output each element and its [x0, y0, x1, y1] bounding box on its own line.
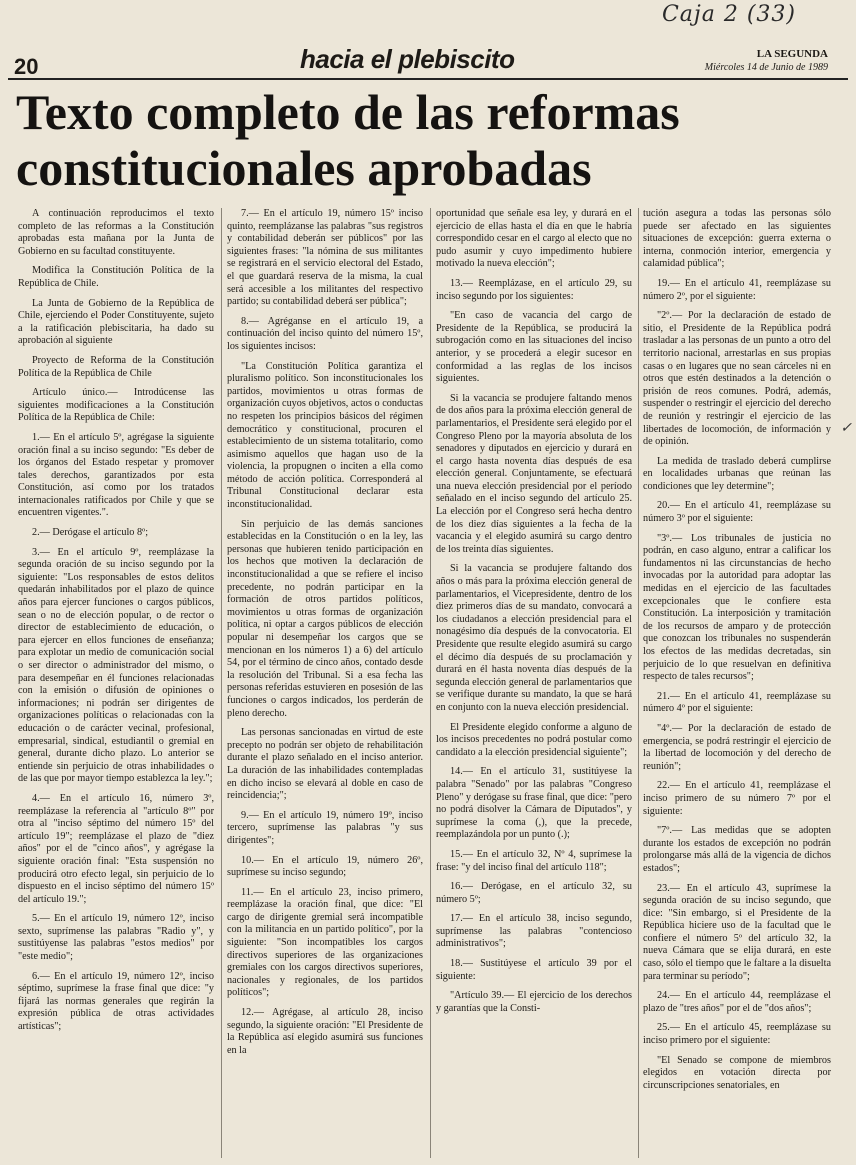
- col2-paragraph: "La Constitución Política garantiza el pluralismo político. Son inconstitucionales los partidos, movimientos u otras formas de organización cuyos objetivos, actos o conductas no respeten los principios básicos del régimen democrático y constitucional, procuren el establecimiento de un sistema totalitario, como asimismo aquellos que hagan uso de la violencia, la propugnen o inciten a ella como método de acción política. Corresponderá al Tribunal Constitucional declarar esta inconstitucionalidad.: [227, 360, 423, 511]
- col2-paragraph: 11.— En el artículo 23, inciso primero, reemplázase la oración final, que dice: "El cargo de dirigente gremial será incompatible con la militancia en un partido político", por la siguiente: "Son incompatibles los cargos directivos superiores de las organizaciones gremiales con los cargos directivos superiores, nacionales y regionales, de los partidos políticos";: [227, 886, 423, 999]
- column-3: [436, 208, 632, 1158]
- col4-paragraph: 20.— En el artículo 41, reemplázase su número 3º por el siguiente:: [643, 500, 831, 525]
- column-4: [643, 208, 831, 1158]
- col3-paragraph: oportunidad que señale esa ley, y durará en el ejercicio de ellas hasta el día en que le habría correspondido cesar en el cargo al electo que no pudo asumir y cuyo impedimento hubiere motivado la nueva elección";: [436, 208, 632, 270]
- column-1: [18, 208, 214, 1158]
- col4-paragraph: La medida de traslado deberá cumplirse en localidades urbanas que reúnan las condiciones que ley determine";: [643, 455, 831, 492]
- col4-paragraph: "7º.— Las medidas que se adopten durante los estados de excepción no podrán prolongarse más allá de la vigencia de dichos estados";: [643, 825, 831, 874]
- col4-paragraph: 24.— En el artículo 44, reemplázase el plazo de "tres años" por el de "dos años";: [643, 990, 831, 1014]
- col1-paragraph: 4.— En el artículo 16, número 3º, reemplázase la referencia al "artículo 8º" por otra al "inciso séptimo del número 15º del artículo 19"; reemplázase el plazo de "diez años" por el de "cinco años", y agrégase la siguiente oración final: "Esta suspensión no producirá otro efecto legal, sin perjuicio de lo dispuesto en el inciso séptimo del número 15º del artículo 19.";: [18, 792, 214, 905]
- col3-paragraph: 15.— En el artículo 32, Nº 4, suprímese la frase: "y del inciso final del artículo 118";: [436, 848, 632, 873]
- col3-paragraph: El Presidente elegido conforme a alguno de los incisos precedentes no podrá postular como candidato a la elección presidencial siguiente";: [436, 721, 632, 758]
- article-headline: [16, 84, 836, 196]
- col2-paragraph: Sin perjuicio de las demás sanciones establecidas en la Constitución o en la ley, las personas que hubieren tenido participación en los hechos que motiven la declaración de inconstitucionalidad a que se refiere el inciso precedente, no podrán participar en la formación de otros partidos políticos, movimientos u otras formas de organización política, ni optar a cargos públicos de elección popular ni desempeñar los cargos que se mencionan en los números 1) a 6) del artículo 54, por el término de cinco años, contado desde la resolución del Tribunal. Si a esa fecha las personas referidas estuvieren en posesión de las funciones o cargos indicados, los perderán de pleno derecho.: [227, 518, 423, 719]
- col1-paragraph: A continuación reproducimos el texto completo de las reformas a la Constitución aprobadas esta mañana por la Junta de Gobierno en su facultad constituyente.: [18, 208, 214, 257]
- col4-paragraph: "3º.— Los tribunales de justicia no podrán, en caso alguno, entrar a calificar los fundamentos ni las circunstancias de hecho invocadas por la autoridad para adoptar las medidas en el ejercicio de las facultades excepcionales que le confiere esta Constitución. La interposición y tramitación de los recursos de amparo y de protección que conozcan los tribunales no suspenderán los efectos de las medidas decretadas, sin perjuicio de lo que resuelvan en definitiva respecto de tales recursos";: [643, 532, 831, 683]
- col1-paragraph: 2.— Derógase el artículo 8º;: [32, 527, 149, 539]
- column-divider: [221, 208, 222, 1158]
- headline-line-1: Texto completo de las reformas: [16, 84, 680, 140]
- col4-paragraph: tución asegura a todas las personas sólo puede ser afectado en las siguientes situaciones de excepción: guerra externa o interna, conmoción interior, emergencia y calamidad pública";: [643, 208, 831, 270]
- col1-paragraph: La Junta de Gobierno de la República de Chile, ejerciendo el Poder Constituyente, sujeto a la ratificación plebiscitaria, ha dado su aprobación al siguiente: [18, 297, 214, 347]
- col3-paragraph: 16.— Derógase, en el artículo 32, su número 5º;: [436, 881, 632, 905]
- publication-date: Miércoles 14 de Junio de 1989: [704, 62, 828, 73]
- col1-paragraph: 6.— En el artículo 19, número 12º, inciso séptimo, suprímese la frase final que dice: "y fijará las normas generales que regirán la expresión pública de otras actividades artísticas";: [18, 970, 214, 1033]
- page-number: 20: [14, 54, 39, 79]
- col4-paragraph: "4º.— Por la declaración de estado de emergencia, se podrá restringir el ejercicio de la libertad de locomoción y del derecho de reunión";: [643, 722, 831, 772]
- col1-paragraph: Modifica la Constitución Política de la República de Chile.: [18, 265, 214, 289]
- col4-paragraph: 21.— En el artículo 41, reemplázase su número 4º por el siguiente:: [643, 690, 831, 715]
- handwritten-archive-note: Caja 2 (33): [661, 2, 796, 27]
- col3-paragraph: 17.— En el artículo 38, inciso segundo, suprímense las palabras "contencioso administrativos";: [436, 913, 632, 950]
- col2-paragraph: Las personas sancionadas en virtud de este precepto no podrán ser objeto de rehabilitación durante el plazo señalado en el inciso anterior. La duración de las inhabilidades contempladas en dicho inciso se elevará al doble en caso de reincidencia;";: [227, 727, 423, 802]
- page-header: [8, 42, 848, 80]
- col3-paragraph: 14.— En el artículo 31, sustitúyese la palabra "Senado" por las palabras "Congreso Pleno" y derógase su frase final, que dice: "pero no podrá disolver la Cámara de Diputados", y suprímese la coma (,), que la precede, reemplazándola por un punto (.);: [436, 766, 632, 841]
- column-2: [227, 208, 423, 1158]
- col1-paragraph: 3.— En el artículo 9º, reemplázase la segunda oración de su inciso segundo por la siguiente: "Los responsables de estos delitos quedarán inhabilitados por el plazo de quince años para ejercer funciones o cargos públicos, sean o no de elección popular, o de rector o director de establecimiento de educación, o para ejercer en ellos funciones de enseñanza; para explotar un medio de comunicación social o ser director o administrador del mismo, o para desempeñar en él funciones relacionadas con la emisión o difusión de opiniones o informaciones; ni podrán ser dirigentes de organizaciones políticas o relacionadas con la educación o de carácter vecinal, profesional, empresarial, sindical, estudiantil o gremial en general, durante dicho plazo. Lo anterior se entiende sin perjuicio de otras inhabilidades o de las que por mayor tiempo establezca la ley.";: [18, 546, 214, 785]
- column-divider: [430, 208, 431, 1158]
- newspaper-name: LA SEGUNDA: [756, 48, 828, 60]
- col2-paragraph: 9.— En el artículo 19, número 19º, inciso tercero, suprímense las palabras "y sus dirigentes";: [227, 809, 423, 846]
- col4-paragraph: 19.— En el artículo 41, reemplázase su número 2º, por el siguiente:: [643, 277, 831, 302]
- col2-paragraph: 12.— Agrégase, al artículo 28, inciso segundo, la siguiente oración: "El Presidente de la República así elegido asumirá sus funciones en la: [227, 1007, 423, 1056]
- col3-paragraph: Si la vacancia se produjere faltando dos años o más para la próxima elección general de parlamentarios, el Vicepresidente, dentro de los diez primeros días de su mandato, convocará a los ciudadanos a elección presidencial para el nonagésimo día después de la convocatoria. El Presidente que resulte elegido asumirá su cargo el décimo día después de su proclamación y durará en él hasta noventa días después de la segunda elección general de parlamentarios que se verifique durante su mandato, la que se hará en conjunto con la nueva elección presidencial.: [436, 563, 632, 713]
- col2-paragraph: 10.— En el artículo 19, número 26º, suprímese su inciso segundo;: [227, 854, 423, 879]
- col2-paragraph: 7.— En el artículo 19, número 15º inciso quinto, reemplázanse las palabras "sus registros y contabilidad deberán ser públicos" por las siguientes frases: "la nómina de sus militantes se registrará en el servicio electoral del Estado, el que guardará reserva de la misma, la cual será accesible a los militantes del respectivo partido; su contabilidad deberá ser pública";: [227, 208, 423, 308]
- col2-paragraph: 8.— Agréganse en el artículo 19, a continuación del inciso quinto del número 15º, los siguientes incisos:: [227, 315, 423, 352]
- col1-paragraph: Proyecto de Reforma de la Constitución Política de la República de Chile: [18, 354, 214, 379]
- col3-paragraph: "En caso de vacancia del cargo de Presidente de la República, se producirá la subrogación como en las situaciones del inciso anterior, y se procederá a elegir sucesor en conformidad a las reglas de los incisos siguientes.: [436, 310, 632, 385]
- column-divider: [638, 208, 639, 1158]
- col4-paragraph: "El Senado se compone de miembros elegidos en votación directa por circunscripciones senatoriales, en: [643, 1054, 831, 1091]
- col3-paragraph: Si la vacancia se produjere faltando menos de dos años para la próxima elección general de parlamentarios, el Presidente será elegido por el Congreso Pleno por la mayoría absoluta de los senadores y diputados en ejercicio y durará en el cargo hasta noventa días después de esa elección general. Conjuntamente, se efectuará una nueva elección presidencial por el período señalado en el inciso segundo del artículo 25. La elección por el Congreso será hecha dentro de los diez días siguientes a la fecha de la vacancia y el elegido asumirá su cargo dentro de los treinta días siguientes.: [436, 392, 632, 555]
- col4-paragraph: "2º.— Por la declaración de estado de sitio, el Presidente de la República podrá trasladar a las personas de un punto a otro del territorio nacional, arrestarlas en sus propias casas o en lugares que no sean cárceles ni en otros que estén destinados a la detención o prisión de reos comunes. Podrá, además, suspender o restringir el ejercicio del derecho de reunión y restringir el ejercicio de las libertades de locomoción, de información y de opinión.: [643, 310, 831, 448]
- col4-paragraph: 23.— En el artículo 43, suprímese la segunda oración de su inciso segundo, que dice: "Sin embargo, si el Presidente de la República hiciere uso de la facultad que le confiere el número 5º del artículo 32, la nueva Cámara que se elija durará, en este caso, sólo el tiempo que le faltare a la disuelta para terminar su período";: [643, 882, 831, 982]
- col1-paragraph: Artículo único.— Introdúcense las siguientes modificaciones a la Constitución Política de la República de Chile:: [18, 387, 214, 424]
- col4-paragraph: 22.— En el artículo 41, reemplázase el inciso primero de su número 7º por el siguiente:: [643, 780, 831, 817]
- col1-paragraph: 5.— En el artículo 19, número 12º, inciso sexto, suprímense las palabras "Radio y", y sustitúyense las palabras "estos medios" por "este medio";: [18, 913, 214, 963]
- col3-paragraph: "Artículo 39.— El ejercicio de los derechos y garantías que la Consti-: [436, 990, 632, 1014]
- col3-paragraph: 13.— Reemplázase, en el artículo 29, su inciso segundo por los siguientes:: [436, 277, 632, 302]
- section-title: hacia el plebiscito: [300, 44, 515, 74]
- col1-paragraph: 1.— En el artículo 5º, agrégase la siguiente oración final a su inciso segundo: "Es deber de los órganos del Estado respetar y promover tales derechos, garantizados por esta Constitución, así como por los tratados internacionales ratificados por Chile y que se encuentren vigentes.".: [18, 431, 214, 519]
- headline-line-2: constitucionales aprobadas: [16, 140, 592, 196]
- margin-check-mark: ✓: [840, 420, 852, 436]
- col3-paragraph: 18.— Sustitúyese el artículo 39 por el siguiente:: [436, 958, 632, 982]
- col4-paragraph: 25.— En el artículo 45, reemplázase su inciso primero por el siguiente:: [643, 1022, 831, 1047]
